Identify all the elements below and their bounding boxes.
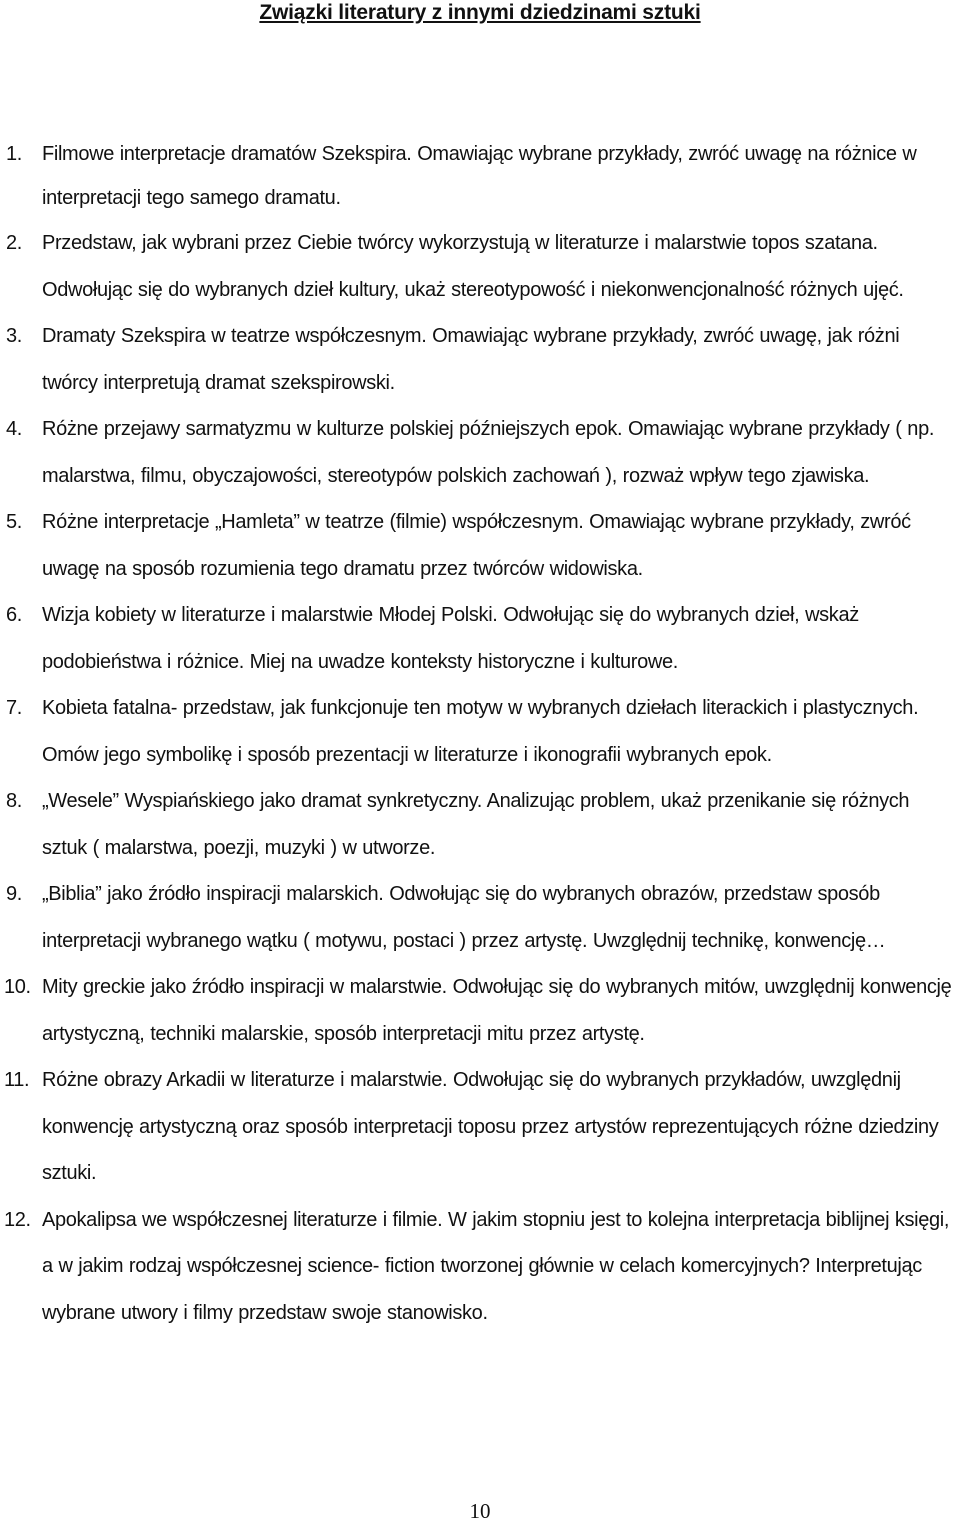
page-number: 10	[469, 1499, 491, 1523]
list-item	[0, 685, 960, 778]
item-text: Wizja kobiety w literaturze i malarstwie Młodej Polski. Odwołując się do wybranych dzieł, wskaż podobieństwa i różnice. Miej na uwadze konteksty historyczne i kulturowe.	[42, 604, 859, 673]
item-number: 4.	[6, 418, 22, 440]
item-text: Kobieta fatalna- przedstaw, jak funkcjonuje ten motyw w wybranych dziełach literackich i plastycznych. Omów jego symbolikę i sposób prezentacji w literaturze i ikonografii wybranych epok.	[42, 697, 919, 766]
list-item	[0, 778, 960, 871]
item-text: Różne interpretacje „Hamleta” w teatrze (filmie) współczesnym. Omawiając wybrane przykłady, zwróć uwagę na sposób rozumienia tego dramatu przez twórców widowiska.	[42, 511, 911, 580]
list-item	[0, 1197, 960, 1337]
document-title: Związki literatury z innymi dziedzinami sztuki	[259, 1, 701, 24]
item-number: 8.	[6, 790, 22, 812]
topic-list	[0, 132, 960, 1336]
item-number: 11.	[4, 1069, 30, 1091]
item-number: 10.	[4, 976, 31, 998]
item-text: „Biblia” jako źródło inspiracji malarskich. Odwołując się do wybranych obrazów, przedstaw sposób interpretacji wybranego wątku ( motywu, postaci ) przez artystę. Uwzględnij technikę, konwencję…	[42, 883, 886, 952]
item-text: Różne przejawy sarmatyzmu w kulturze polskiej późniejszych epok. Omawiając wybrane przykłady ( np. malarstwa, filmu, obyczajowości, stereotypów polskich zachowań ), rozważ wpływ tego zjawiska.	[42, 418, 935, 487]
item-text: Różne obrazy Arkadii w literaturze i malarstwie. Odwołując się do wybranych przykładów, uwzględnij konwencję artystyczną oraz sposób interpretacji toposu przez artystów reprezentujących różne dziedziny sztuki.	[42, 1069, 939, 1184]
list-item	[0, 964, 960, 1057]
list-item	[0, 406, 960, 499]
list-item	[0, 592, 960, 685]
item-number: 3.	[6, 325, 22, 347]
list-item	[0, 871, 960, 964]
item-number: 5.	[6, 511, 22, 533]
item-text: Przedstaw, jak wybrani przez Ciebie twórcy wykorzystują w literaturze i malarstwie topos szatana. Odwołując się do wybranych dzieł kultury, ukaż stereotypowość i niekonwencjonalność różnych ujęć.	[42, 232, 904, 301]
item-text: Filmowe interpretacje dramatów Szekspira. Omawiając wybrane przykłady, zwróć uwagę na różnice w interpretacji tego samego dramatu.	[42, 143, 917, 209]
item-number: 9.	[6, 883, 22, 905]
list-item	[0, 499, 960, 592]
list-item	[0, 313, 960, 406]
item-number: 7.	[6, 697, 22, 719]
item-number: 6.	[6, 604, 22, 626]
item-number: 1.	[6, 143, 22, 165]
item-text: „Wesele” Wyspiańskiego jako dramat synkretyczny. Analizując problem, ukaż przenikanie się różnych sztuk ( malarstwa, poezji, muzyki ) w utworze.	[42, 790, 910, 859]
list-item	[0, 220, 960, 313]
list-item	[0, 132, 960, 220]
list-item	[0, 1057, 960, 1197]
item-text: Dramaty Szekspira w teatrze współczesnym. Omawiając wybrane przykłady, zwróć uwagę, jak różni twórcy interpretują dramat szekspirowski.	[42, 325, 900, 394]
item-text: Mity greckie jako źródło inspiracji w malarstwie. Odwołując się do wybranych mitów, uwzględnij konwencję artystyczną, techniki malarskie, sposób interpretacji mitu przez artystę.	[42, 976, 952, 1045]
item-number: 2.	[6, 232, 22, 254]
item-text: Apokalipsa we współczesnej literaturze i filmie. W jakim stopniu jest to kolejna interpretacja biblijnej księgi, a w jakim rodzaj współczesnej science- fiction tworzonej głównie w celach komercyjnych? Interpretując wybrane utwory i filmy przedstaw swoje stanowisko.	[42, 1208, 950, 1324]
item-number: 12.	[4, 1208, 31, 1231]
